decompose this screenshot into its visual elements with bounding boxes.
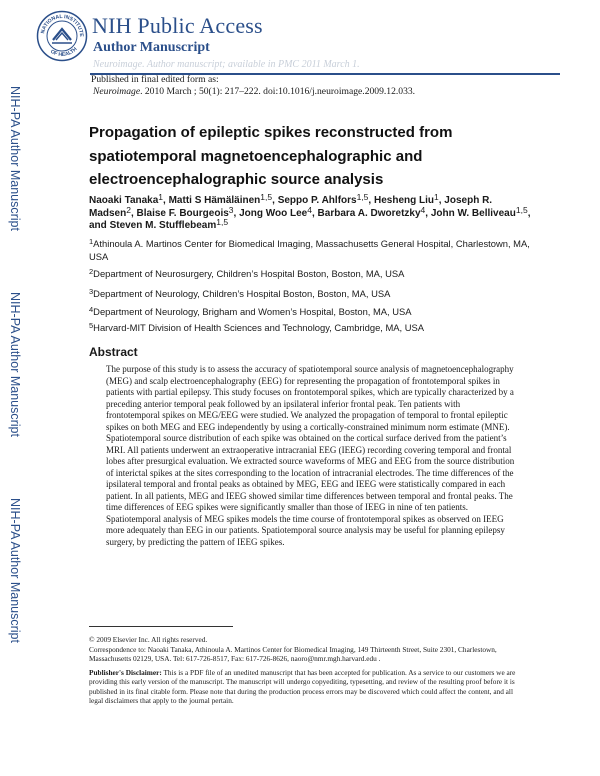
svg-text:OF HEALTH: OF HEALTH (49, 46, 79, 59)
author-affil-sup: 1,5 (216, 217, 229, 227)
author-list (89, 192, 534, 233)
author-name: Blaise F. Bourgeois (136, 207, 229, 219)
author-separator: , (438, 195, 445, 206)
author-separator: , and (89, 207, 531, 231)
author-name: Steven M. Stufflebeam (109, 220, 217, 231)
journal-name: Neuroimage (93, 86, 141, 97)
citation-line (93, 86, 415, 97)
author-affil-sup: 1,5 (260, 192, 273, 202)
author-name: Matti S Hämäläinen (168, 195, 261, 206)
affiliation-text: Athinoula A. Martinos Center for Biomedical Imaging, Massachusetts General Hospital, Charlestown, MA, USA (89, 238, 530, 262)
side-stamp-1: NIH-PA Author Manuscript (8, 86, 22, 231)
author-name: Barbara A. Dworetzky (317, 207, 421, 219)
nih-public-access-title: NIH Public Access (92, 13, 263, 38)
author-affil-sup: 4 (307, 204, 312, 215)
title-line: spatiotemporal magnetoencephalographic and (89, 147, 423, 165)
affiliation-text: Department of Neurology, Brigham and Women’s Hospital, Boston, MA, USA (93, 306, 412, 317)
article-title (89, 121, 529, 192)
affiliation-5 (89, 322, 539, 335)
author-affil-sup: 1 (434, 192, 439, 202)
affiliation-number: 3 (89, 287, 94, 296)
affiliation-text: Harvard-MIT Division of Health Sciences and Technology, Cambridge, MA, USA (93, 322, 425, 333)
author-affil-sup: 1,5 (356, 192, 369, 202)
affiliation-2 (89, 268, 539, 281)
abstract-heading: Abstract (89, 345, 138, 359)
author-affil-sup: 4 (420, 204, 426, 215)
author-name: Jong Woo Lee (239, 207, 308, 219)
author-separator: , (233, 207, 240, 219)
affiliation-text: Department of Neurology, Children’s Hospital Boston, Boston, MA, USA (93, 288, 391, 299)
affiliation-number: 1 (89, 237, 94, 246)
side-stamp-2: NIH-PA Author Manuscript (8, 292, 22, 437)
abstract-body: The purpose of this study is to assess the accuracy of spatiotemporal source analysis of magnetoencephalography (MEG) and scalp electroencephalography (EEG) for representing the propagation of frontotemporal spikes in patients with partial epilepsy. This study focuses on frontotemporal spikes, which are typically characterized by a preceding anterior temporal peak followed by an ipsilateral inferior frontal peak. Ten patients with frontotemporal spikes on MEG/EEG were studied. We analyzed the propagation of temporal to frontal epileptic spikes on both MEG and EEG independently by using a cortically-constrained minimum norm estimate (MNE). Spatiotemporal source distribution of each spike was obtained on the cortical surface derived from the patient’s MRI. All patients underwent an extraoperative intracranial EEG (IEEG) recording covering temporal and frontal lobes after presurgical evaluation. We extracted source waveforms of MEG and EEG from the source distribution of interictal spikes at the sites corresponding to the location of intracranial electrodes. The time differences of the ipsilateral temporal and frontal peaks as obtained by MEG, EEG and IEEG were statistically compared in each patient. In all patients, MEG and IEEG showed similar time differences between temporal and frontal peaks. The time differences of EEG spikes were significantly smaller than those of IEEG in nine of ten patients. Spatiotemporal analysis of MEG spikes models the time course of frontotemporal spikes as observed on IEEG more adequately than EEG in our patients. Spatiotemporal source analysis may be useful for planning epilepsy surgery, by predicting the pattern of IEEG spikes. (106, 364, 515, 547)
affiliation-4 (89, 306, 539, 319)
disclaimer-text: This is a PDF file of an unedited manuscript that has been accepted for publication. As a service to our customers we are providing this early version of the manuscript. The manuscript will undergo copyediting, typesetting, and review of the resulting proof before it is published in its final citable form. Please note that during the production process errors may be discovered which could affect the content, and all legal disclaimers that apply to the journal pertain. (89, 668, 516, 705)
svg-text:NATIONAL INSTITUTES: NATIONAL INSTITUTE (40, 13, 85, 37)
copyright-line: © 2009 Elsevier Inc. All rights reserved. (89, 635, 208, 644)
side-stamp-3: NIH-PA Author Manuscript (8, 498, 22, 643)
author-name: Hesheng Liu (373, 195, 434, 206)
disclaimer-label: Publisher's Disclaimer: (89, 668, 162, 677)
author-name: Seppo P. Ahlfors (277, 195, 357, 206)
affiliation-number: 5 (89, 321, 94, 330)
availability-note: Neuroimage. Author manuscript; available in PMC 2011 March 1. (93, 59, 360, 70)
author-separator: , (368, 195, 374, 206)
author-affil-sup: 1 (158, 192, 164, 202)
author-name: Joseph R. Madsen (89, 195, 493, 219)
footnote-rule (89, 626, 233, 627)
title-line: Propagation of epileptic spikes reconstructed from (89, 124, 453, 141)
affiliation-3 (89, 288, 539, 301)
title-line: electroencephalographic source analysis (89, 171, 384, 188)
author-affil-sup: 2 (126, 204, 131, 215)
author-separator: , (311, 207, 318, 219)
published-in-label: Published in final edited form as: (91, 74, 219, 85)
nih-seal-logo (36, 10, 88, 62)
author-manuscript-label: Author Manuscript (93, 40, 210, 55)
affiliation-number: 2 (89, 267, 94, 276)
author-separator: , (425, 207, 431, 219)
affiliation-text: Department of Neurosurgery, Children’s Hospital Boston, Boston, MA, USA (93, 268, 405, 279)
author-affil-sup: 3 (228, 204, 234, 215)
publisher-disclaimer (89, 668, 517, 705)
correspondence-note: Correspondence to: Naoaki Tanaka, Athinoula A. Martinos Center for Biomedical Imaging, 149 Thirteenth Street, Suite 2301, Charlestown, Massachusetts 02129, USA. Tel: 617-726-8517, Fax: 617-726-8626, naoro@nmr.mgh.harvard.edu . (89, 645, 497, 664)
affiliation-1 (89, 238, 539, 263)
author-affil-sup: 1,5 (515, 204, 528, 215)
author-name: John W. Belliveau (430, 207, 516, 219)
author-separator: , (272, 195, 278, 206)
author-separator: , (130, 207, 137, 219)
affiliation-number: 4 (89, 305, 94, 314)
author-name: Naoaki Tanaka (89, 195, 159, 206)
citation-details: . 2010 March ; 50(1): 217–222. doi:10.1016/j.neuroimage.2009.12.033. (140, 86, 416, 97)
author-separator: , (163, 195, 169, 206)
